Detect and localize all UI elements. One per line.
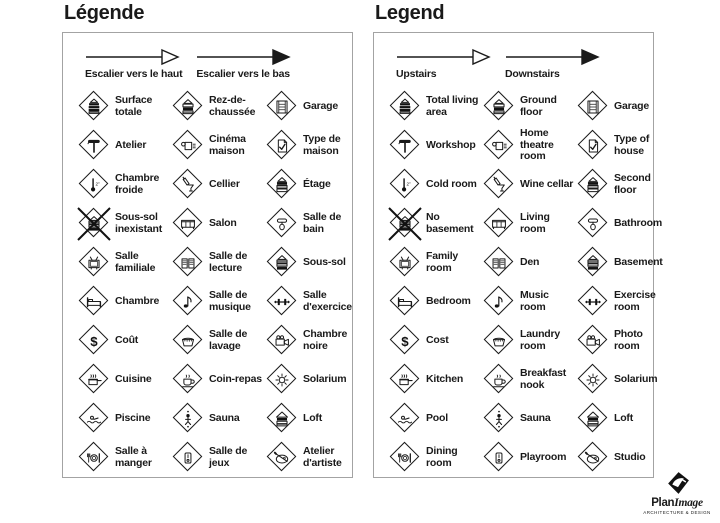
legend-item-label: Living room [520,211,550,235]
stairs-up-arrow-block [85,48,182,80]
legend-item-label: Coin-repas [209,372,262,385]
legend-items-grid [63,83,352,477]
home-theatre-icon [171,129,205,163]
legend-item [77,321,171,360]
planimage-logo [638,469,716,515]
legend-item [265,204,359,243]
legend-item [171,165,265,204]
legend-item [77,360,171,399]
basement-icon [265,246,299,280]
legend-item-label: Salle de jeux [209,445,248,469]
bathroom-icon [576,207,610,241]
total-living-area-icon [388,90,422,124]
legend-item [171,282,265,321]
legend-item [388,204,482,243]
garage-icon [265,90,299,124]
bathroom-icon [265,207,299,241]
legend-item [171,87,265,126]
kitchen-icon [388,363,422,397]
exercise-room-icon [265,285,299,319]
legend-item-label: Type de maison [303,133,341,157]
garage-icon [576,90,610,124]
legend-item-label: Sous-sol [303,255,346,268]
bedroom-icon [388,285,422,319]
legend-item-label: Salle à manger [115,445,152,469]
stairs-up-label: Escalier vers le haut [85,68,183,80]
total-living-area-icon [77,90,111,124]
legend-panel-english [373,2,663,478]
legend-item-label: Atelier d'artiste [303,445,342,469]
wine-cellar-icon [171,168,205,202]
legend-item-label: Salle d'exercice [303,289,352,313]
exercise-room-icon [576,285,610,319]
playroom-icon [482,441,516,475]
pool-icon [388,402,422,436]
legend-item-label: Salon [209,216,237,229]
legend-item-label: Solarium [303,372,347,385]
legend-item-label: No basement [426,211,474,235]
legend-item [171,360,265,399]
legend-item-label: Garage [303,99,338,112]
legend-item [482,87,576,126]
legend-item [576,321,670,360]
legend-item [77,399,171,438]
stairs-up-label: Upstairs [396,68,437,80]
stairs-arrows-row [374,33,653,83]
legend-item-label: Type of house [614,133,650,157]
legend-item-label: Music room [520,289,549,313]
breakfast-nook-icon [171,363,205,397]
legend-item [265,126,359,165]
legend-item [576,126,670,165]
cross-out-icon [74,204,114,244]
legend-item [77,165,171,204]
legend-item [77,204,171,243]
wine-cellar-icon [482,168,516,202]
legend-item-label: Sous-sol inexistant [115,211,163,235]
legend-item [388,321,482,360]
legend-item [77,282,171,321]
legend-item [171,126,265,165]
legend-item-label: Cellier [209,177,240,190]
second-floor-icon [576,168,610,202]
legend-item [171,399,265,438]
loft-icon [265,402,299,436]
legend-item-label: Salle de bain [303,211,342,235]
basement-icon [576,246,610,280]
laundry-room-icon [171,324,205,358]
sauna-icon [482,402,516,436]
legend-item [171,438,265,477]
legend-item-label: Sauna [520,411,551,424]
svg-text:$: $ [401,333,409,349]
legend-item-label: Total living area [426,94,479,118]
legend-item-label: Loft [614,411,634,424]
planimage-logo-icon [664,469,691,496]
family-room-icon [77,246,111,280]
dining-room-icon [77,441,111,475]
no-basement-icon [388,207,422,241]
stairs-up-arrow-icon [85,48,180,66]
svg-text:2°: 2° [95,180,100,186]
legend-item-label: Bathroom [614,216,662,229]
legend-item-label: Den [520,255,540,268]
legend-item [171,243,265,282]
legend-item-label: Kitchen [426,372,464,385]
legend-item-label: Rez-de-chaussée [209,94,256,118]
den-icon [171,246,205,280]
legend-item [77,87,171,126]
legend-item-label: Studio [614,450,646,463]
legend-item-label: Breakfast nook [520,367,567,391]
legend-item [482,438,576,477]
legend-item [388,165,482,204]
workshop-icon [77,129,111,163]
legend-item-label: Cuisine [115,372,152,385]
legend-item [171,321,265,360]
legend-item [77,243,171,282]
legend-box-english [373,32,663,478]
legend-item-label: Family room [426,250,459,274]
legend-item [482,282,576,321]
legend-item [388,282,482,321]
stairs-down-label: Escalier vers le bas [196,68,290,80]
pool-icon [77,402,111,436]
page-title-english: Legend [375,2,445,24]
photo-room-icon [576,324,610,358]
legend-item-label: Bedroom [426,294,471,307]
planimage-logo-text [638,496,716,509]
legend-item [388,126,482,165]
legend-item [482,321,576,360]
legend-panel-french [62,2,353,478]
legend-item-label: Coût [115,333,139,346]
type-of-house-icon [265,129,299,163]
legend-item-label: Photo room [614,328,643,352]
legend-item-label: Cost [426,333,449,346]
legend-item-label: Dining room [426,445,458,469]
legend-item [265,360,359,399]
legend-item-label: Chambre [115,294,160,307]
legend-item [265,165,359,204]
ground-floor-icon [171,90,205,124]
legend-item [265,87,359,126]
studio-icon [265,441,299,475]
stairs-arrows-row [63,33,352,83]
playroom-icon [171,441,205,475]
second-floor-icon [265,168,299,202]
legend-item [482,165,576,204]
stairs-down-arrow-icon [505,48,600,66]
legend-item-label: Cinéma maison [209,133,246,157]
legend-item [576,204,670,243]
legend-item [388,438,482,477]
legend-item-label: Chambre froide [115,172,160,196]
photo-room-icon [265,324,299,358]
legend-item-label: Exercise room [614,289,656,313]
stairs-down-arrow-icon [196,48,291,66]
legend-item-label: Salle familiale [115,250,156,274]
stairs-down-label: Downstairs [505,68,560,80]
legend-item [482,243,576,282]
ground-floor-icon [482,90,516,124]
legend-item-label: Laundry room [520,328,561,352]
legend-item [576,243,670,282]
svg-text:2°: 2° [406,180,411,186]
logo-tagline: ARCHITECTURE & DESIGN [643,510,711,515]
legend-item [77,126,171,165]
legend-item [482,126,576,165]
stairs-down-arrow-block [196,48,291,80]
music-room-icon [482,285,516,319]
legend-item [265,282,359,321]
legend-item [576,360,670,399]
legend-item [388,87,482,126]
solarium-icon [576,363,610,397]
sauna-icon [171,402,205,436]
cross-out-icon [385,204,425,244]
legend-item [576,87,670,126]
legend-item-label: Atelier [115,138,147,151]
legend-item-label: Basement [614,255,663,268]
legend-item [482,360,576,399]
legend-item-label: Loft [303,411,323,424]
legend-item [388,399,482,438]
legend-item-label: Home theatre room [520,127,554,163]
legend-item [77,438,171,477]
family-room-icon [388,246,422,280]
legend-item-label: Salle de musique [209,289,251,313]
legend-item [388,243,482,282]
logo-plan-text: Plan [651,497,675,509]
cold-room-icon [388,168,422,202]
legend-item-label: Salle de lecture [209,250,248,274]
stairs-up-arrow-icon [396,48,491,66]
loft-icon [576,402,610,436]
studio-icon [576,441,610,475]
legend-item-label: Piscine [115,411,151,424]
kitchen-icon [77,363,111,397]
svg-text:$: $ [90,333,98,349]
stairs-up-arrow-block [396,48,491,80]
legend-item-label: Workshop [426,138,476,151]
stairs-down-arrow-block [505,48,600,80]
legend-item-label: Sauna [209,411,240,424]
page-title-french: Légende [64,2,145,24]
type-of-house-icon [576,129,610,163]
legend-item [171,204,265,243]
legend-item [265,438,359,477]
legend-item-label: Pool [426,411,448,424]
legend-item [482,204,576,243]
legend-item [265,399,359,438]
legend-item-label: Solarium [614,372,658,385]
legend-item-label: Wine cellar [520,177,574,190]
solarium-icon [265,363,299,397]
legend-item-label: Playroom [520,450,567,463]
legend-item [265,321,359,360]
breakfast-nook-icon [482,363,516,397]
living-room-icon [171,207,205,241]
legend-item-label: Cold room [426,177,477,190]
bedroom-icon [77,285,111,319]
legend-item [576,165,670,204]
home-theatre-icon [482,129,516,163]
legend-item-label: Garage [614,99,649,112]
legend-item [482,399,576,438]
legend-item [388,360,482,399]
laundry-room-icon [482,324,516,358]
dining-room-icon [388,441,422,475]
den-icon [482,246,516,280]
legend-item [576,282,670,321]
logo-image-text: Image [674,497,703,509]
legend-item-label: Chambre noire [303,328,348,352]
cost-icon [388,324,422,358]
legend-item [576,399,670,438]
legend-item-label: Salle de lavage [209,328,248,352]
legend-box-french [62,32,353,478]
legend-item-label: Étage [303,177,331,190]
living-room-icon [482,207,516,241]
no-basement-icon [77,207,111,241]
workshop-icon [388,129,422,163]
legend-item-label: Ground floor [520,94,557,118]
legend-item-label: Surface totale [115,94,153,118]
legend-item-label: Second floor [614,172,651,196]
cost-icon [77,324,111,358]
legend-item [265,243,359,282]
music-room-icon [171,285,205,319]
legend-items-grid [374,83,663,477]
cold-room-icon [77,168,111,202]
